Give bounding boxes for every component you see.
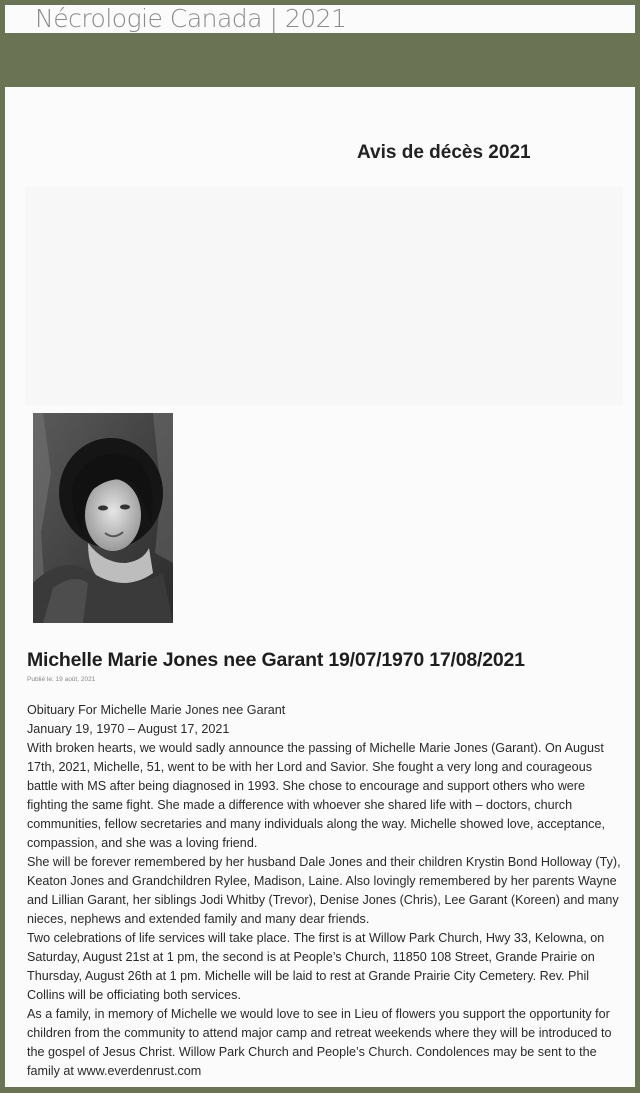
obituary-paragraph: She will be forever remembered by her husband Dale Jones and their children Krystin Bond Holloway (Ty), Keaton Jones and Grandchildren Rylee, Madison, Laine. Also lovingly remembered by her parents Wayne and Lillian Garant, her siblings Jodi Whitby (Trevor), Denise Jones (Chris), Lee Garant (Koreen) and many nieces, nephews and extended family and many dear friends. [27, 855, 621, 926]
obituary-paragraph: Two celebrations of life services will take place. The first is at Willow Park Church, Hwy 33, Kelowna, on Saturday, August 21st at 1 pm, the second is at People’s Church, 11850 108 Street, Grande Prairie on Thursday, August 26th at 1 pm. Michelle will be laid to rest at Grande Prairie City Cemetery. Rev. Phil Collins will be officiating both services. [27, 931, 605, 1002]
portrait-photo [33, 413, 173, 623]
obituary-paragraph: With broken hearts, we would sadly announce the passing of Michelle Marie Jones (Garant). On August 17th, 2021, Michelle, 51, went to be with her Lord and Savior. She fought a very long and courageous battle with MS after being diagnosed in 1993. She chose to encourage and support others who were fighting the same fight. She made a difference with whoever she shared life with – doctors, church communities, fellow secretaries and many individuals along the way. Michelle showed love, acceptance, compassion, and she was a loving friend. [27, 741, 605, 850]
site-header [5, 5, 635, 33]
obituary-paragraph: As a family, in memory of Michelle we would love to see in Lieu of flowers you support the opportunity for children from the community to attend major camp and retreat weekends where they will be introduced to the gospel of Jesus Christ. Willow Park Church and People’s Church. Condolences may be sent to the family at www.everdenrust.com [27, 1007, 612, 1078]
section-heading: Avis de décès 2021 [357, 142, 531, 163]
obituary-title: Michelle Marie Jones nee Garant 19/07/1970 17/08/2021 [27, 649, 525, 671]
published-date: Publié le: 19 août, 2021 [27, 676, 96, 683]
obituary-body [27, 701, 623, 1081]
content-panel [5, 87, 635, 1087]
obituary-paragraph: January 19, 1970 – August 17, 2021 [27, 722, 230, 736]
site-title[interactable]: Nécrologie Canada | 2021 [35, 4, 347, 33]
obituary-paragraph: Obituary For Michelle Marie Jones nee Garant [27, 703, 286, 717]
ad-placeholder [25, 187, 623, 405]
